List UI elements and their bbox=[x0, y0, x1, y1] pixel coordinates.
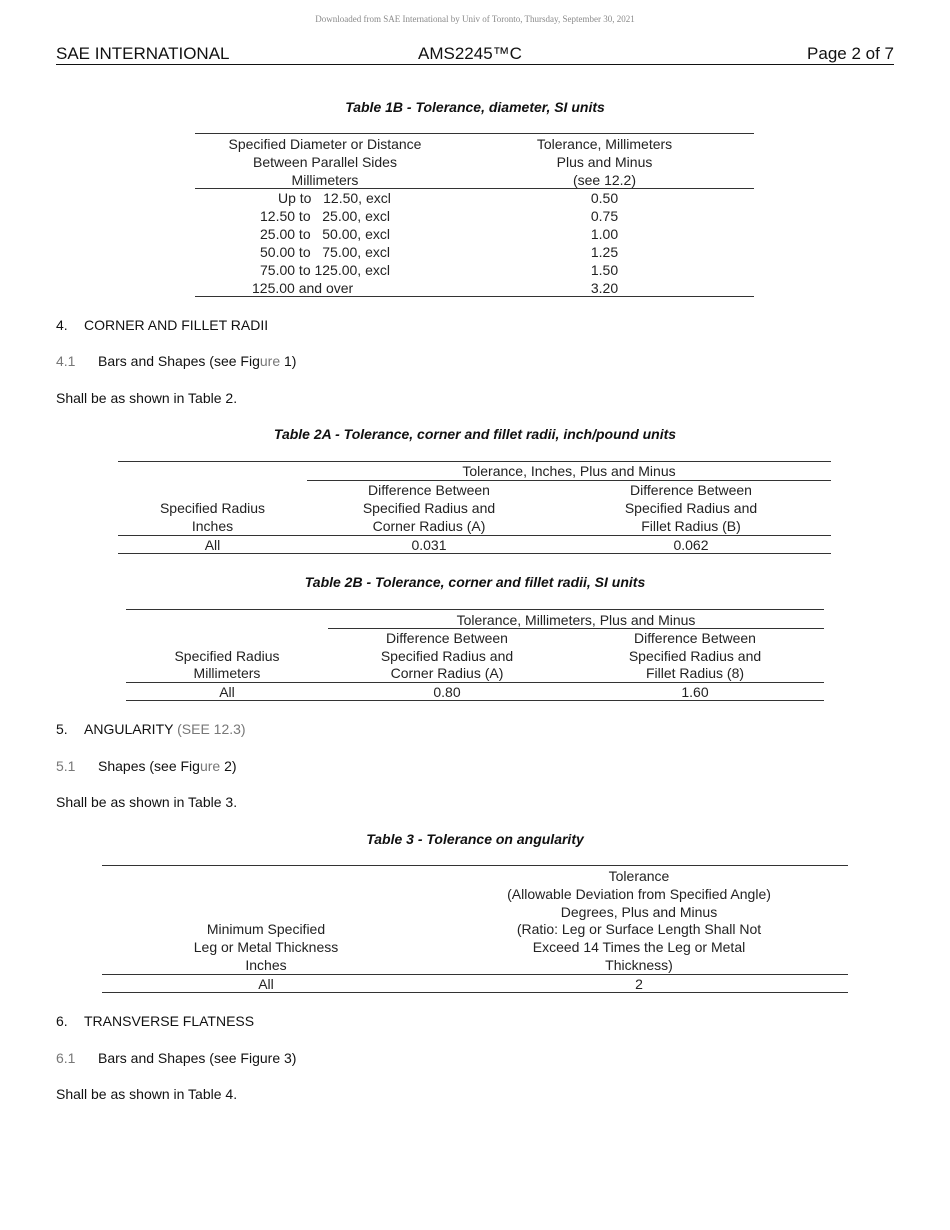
table2a-col1-header-line2: Inches bbox=[191, 518, 234, 534]
table1b-col2-header-line3: (see 12.2) bbox=[572, 172, 637, 188]
table2b-row-fillet: 1.60 bbox=[681, 684, 709, 700]
table1b-row1-range: Up to 12.50, excl bbox=[278, 190, 391, 206]
table3-caption: Table 3 - Tolerance on angularity bbox=[366, 831, 584, 847]
section5-1-title-part3: 2) bbox=[220, 758, 237, 774]
section6-body: Shall be as shown in Table 4. bbox=[56, 1086, 238, 1102]
table1b-row6-range: 125.00 and over bbox=[252, 280, 354, 296]
table2a-col2-header-line1: Difference Between bbox=[368, 482, 490, 498]
section4-1-title-part2: ure bbox=[259, 353, 281, 369]
section6-1-heading bbox=[56, 1050, 296, 1066]
table2b-caption: Table 2B - Tolerance, corner and fillet radii, SI units bbox=[304, 574, 646, 590]
table3-col1-header-line2: Leg or Metal Thickness bbox=[193, 939, 339, 955]
section6-title: TRANSVERSE FLATNESS bbox=[84, 1013, 255, 1029]
section5-1-number: 5.1 bbox=[56, 758, 76, 774]
table1b-row6-tolerance: 3.20 bbox=[590, 280, 619, 296]
table1b-col1-header-line1: Specified Diameter or Distance bbox=[228, 136, 422, 152]
table2a-span-header: Tolerance, Inches, Plus and Minus bbox=[462, 463, 676, 479]
table2b-col1-header-line1: Specified Radius bbox=[174, 648, 280, 664]
table2b-row-corner: 0.80 bbox=[433, 684, 461, 700]
section4-1-title-part1: Bars and Shapes (see Fig bbox=[98, 353, 260, 369]
table3-col1-header-line3: Inches bbox=[245, 957, 287, 973]
header-organization: SAE INTERNATIONAL bbox=[56, 44, 230, 63]
section5-body: Shall be as shown in Table 3. bbox=[56, 794, 238, 810]
table2a-col3-header-line1: Difference Between bbox=[630, 482, 752, 498]
table1b-caption: Table 1B - Tolerance, diameter, SI units bbox=[345, 99, 605, 115]
table2a-row-radius: All bbox=[204, 537, 221, 553]
section4-body: Shall be as shown in Table 2. bbox=[56, 390, 238, 406]
table1b-row2-tolerance: 0.75 bbox=[590, 208, 619, 224]
header-document-number: AMS2245™C bbox=[418, 44, 522, 63]
table2b-col2-header-line1: Difference Between bbox=[386, 630, 508, 646]
table2b-span-header: Tolerance, Millimeters, Plus and Minus bbox=[456, 612, 696, 628]
table3-col2-header-line3: Degrees, Plus and Minus bbox=[560, 904, 718, 920]
table2a-col1-header-line1: Specified Radius bbox=[159, 500, 266, 516]
table2a-caption: Table 2A - Tolerance, corner and fillet radii, inch/pound units bbox=[273, 426, 677, 442]
table1b-row1-tolerance: 0.50 bbox=[590, 190, 619, 206]
table2a-col3-header-line2: Specified Radius and bbox=[624, 500, 758, 516]
table3-col2-header-line4: (Ratio: Leg or Surface Length Shall Not bbox=[516, 921, 762, 937]
table3-col2-header-line6: Thickness) bbox=[605, 957, 673, 973]
section6-1-number: 6.1 bbox=[56, 1050, 76, 1066]
table2a-row-fillet: 0.062 bbox=[673, 537, 709, 553]
table2a-col2-header-line2: Specified Radius and bbox=[362, 500, 496, 516]
table2b-row-radius: All bbox=[219, 684, 235, 700]
table2a-row-corner: 0.031 bbox=[411, 537, 447, 553]
section6-number: 6. bbox=[56, 1013, 68, 1029]
table3-col2-header-line5: Exceed 14 Times the Leg or Metal bbox=[532, 939, 746, 955]
section5-1-title-part1: Shapes (see Fig bbox=[98, 758, 200, 774]
table1b-col1-header-line2: Between Parallel Sides bbox=[253, 154, 397, 170]
table1b-row4-range: 50.00 to 75.00, excl bbox=[260, 244, 390, 260]
table1b-row3-tolerance: 1.00 bbox=[590, 226, 619, 242]
section5-1-title-part2: ure bbox=[199, 758, 221, 774]
table3-col2-header-line1: Tolerance bbox=[608, 868, 670, 884]
section5-number: 5. bbox=[56, 721, 68, 737]
table3-col1-header-line1: Minimum Specified bbox=[206, 921, 326, 937]
table1b-row5-tolerance: 1.50 bbox=[590, 262, 619, 278]
table2a-col3-header-line3: Fillet Radius (B) bbox=[641, 518, 741, 534]
table2a-col2-header-line3: Corner Radius (A) bbox=[372, 518, 486, 534]
table1b-row4-tolerance: 1.25 bbox=[590, 244, 619, 260]
table2b-col1-header-line2: Millimeters bbox=[193, 665, 261, 681]
table1b-col2-header-line2: Plus and Minus bbox=[556, 154, 653, 170]
table1b-row5-range: 75.00 to 125.00, excl bbox=[260, 262, 390, 278]
table1b-row3-range: 25.00 to 50.00, excl bbox=[260, 226, 390, 242]
table2b-col2-header-line2: Specified Radius and bbox=[380, 648, 514, 664]
section4-1-number: 4.1 bbox=[56, 353, 76, 369]
table1b-col1-header-line3: Millimeters bbox=[291, 172, 359, 188]
table1b-row2-range: 12.50 to 25.00, excl bbox=[260, 208, 390, 224]
section4-number: 4. bbox=[56, 317, 68, 333]
section6-1-title: Bars and Shapes (see Figure 3) bbox=[98, 1050, 297, 1066]
table3-row-tolerance: 2 bbox=[635, 976, 643, 992]
table2b-col2-header-line3: Corner Radius (A) bbox=[390, 665, 504, 681]
header-page-number: Page 2 of 7 bbox=[807, 44, 894, 63]
section4-1-title-part3: 1) bbox=[280, 353, 297, 369]
table3-col2-header-line2: (Allowable Deviation from Specified Angle) bbox=[507, 886, 771, 902]
section6-heading bbox=[56, 1013, 254, 1029]
section5-title-reference: (SEE 12.3) bbox=[177, 721, 246, 737]
table2b-col3-header-line2: Specified Radius and bbox=[628, 648, 762, 664]
download-notice: Downloaded from SAE International by Univ of Toronto, Thursday, September 30, 2021 bbox=[315, 14, 635, 24]
table2b-col3-header-line1: Difference Between bbox=[634, 630, 756, 646]
table2b-col3-header-line3: Fillet Radius (8) bbox=[645, 665, 745, 681]
section5-title: ANGULARITY bbox=[84, 721, 178, 737]
section4-title: CORNER AND FILLET RADII bbox=[84, 317, 269, 333]
table3-row-thickness: All bbox=[258, 976, 274, 992]
table1b-col2-header-line1: Tolerance, Millimeters bbox=[536, 136, 673, 152]
